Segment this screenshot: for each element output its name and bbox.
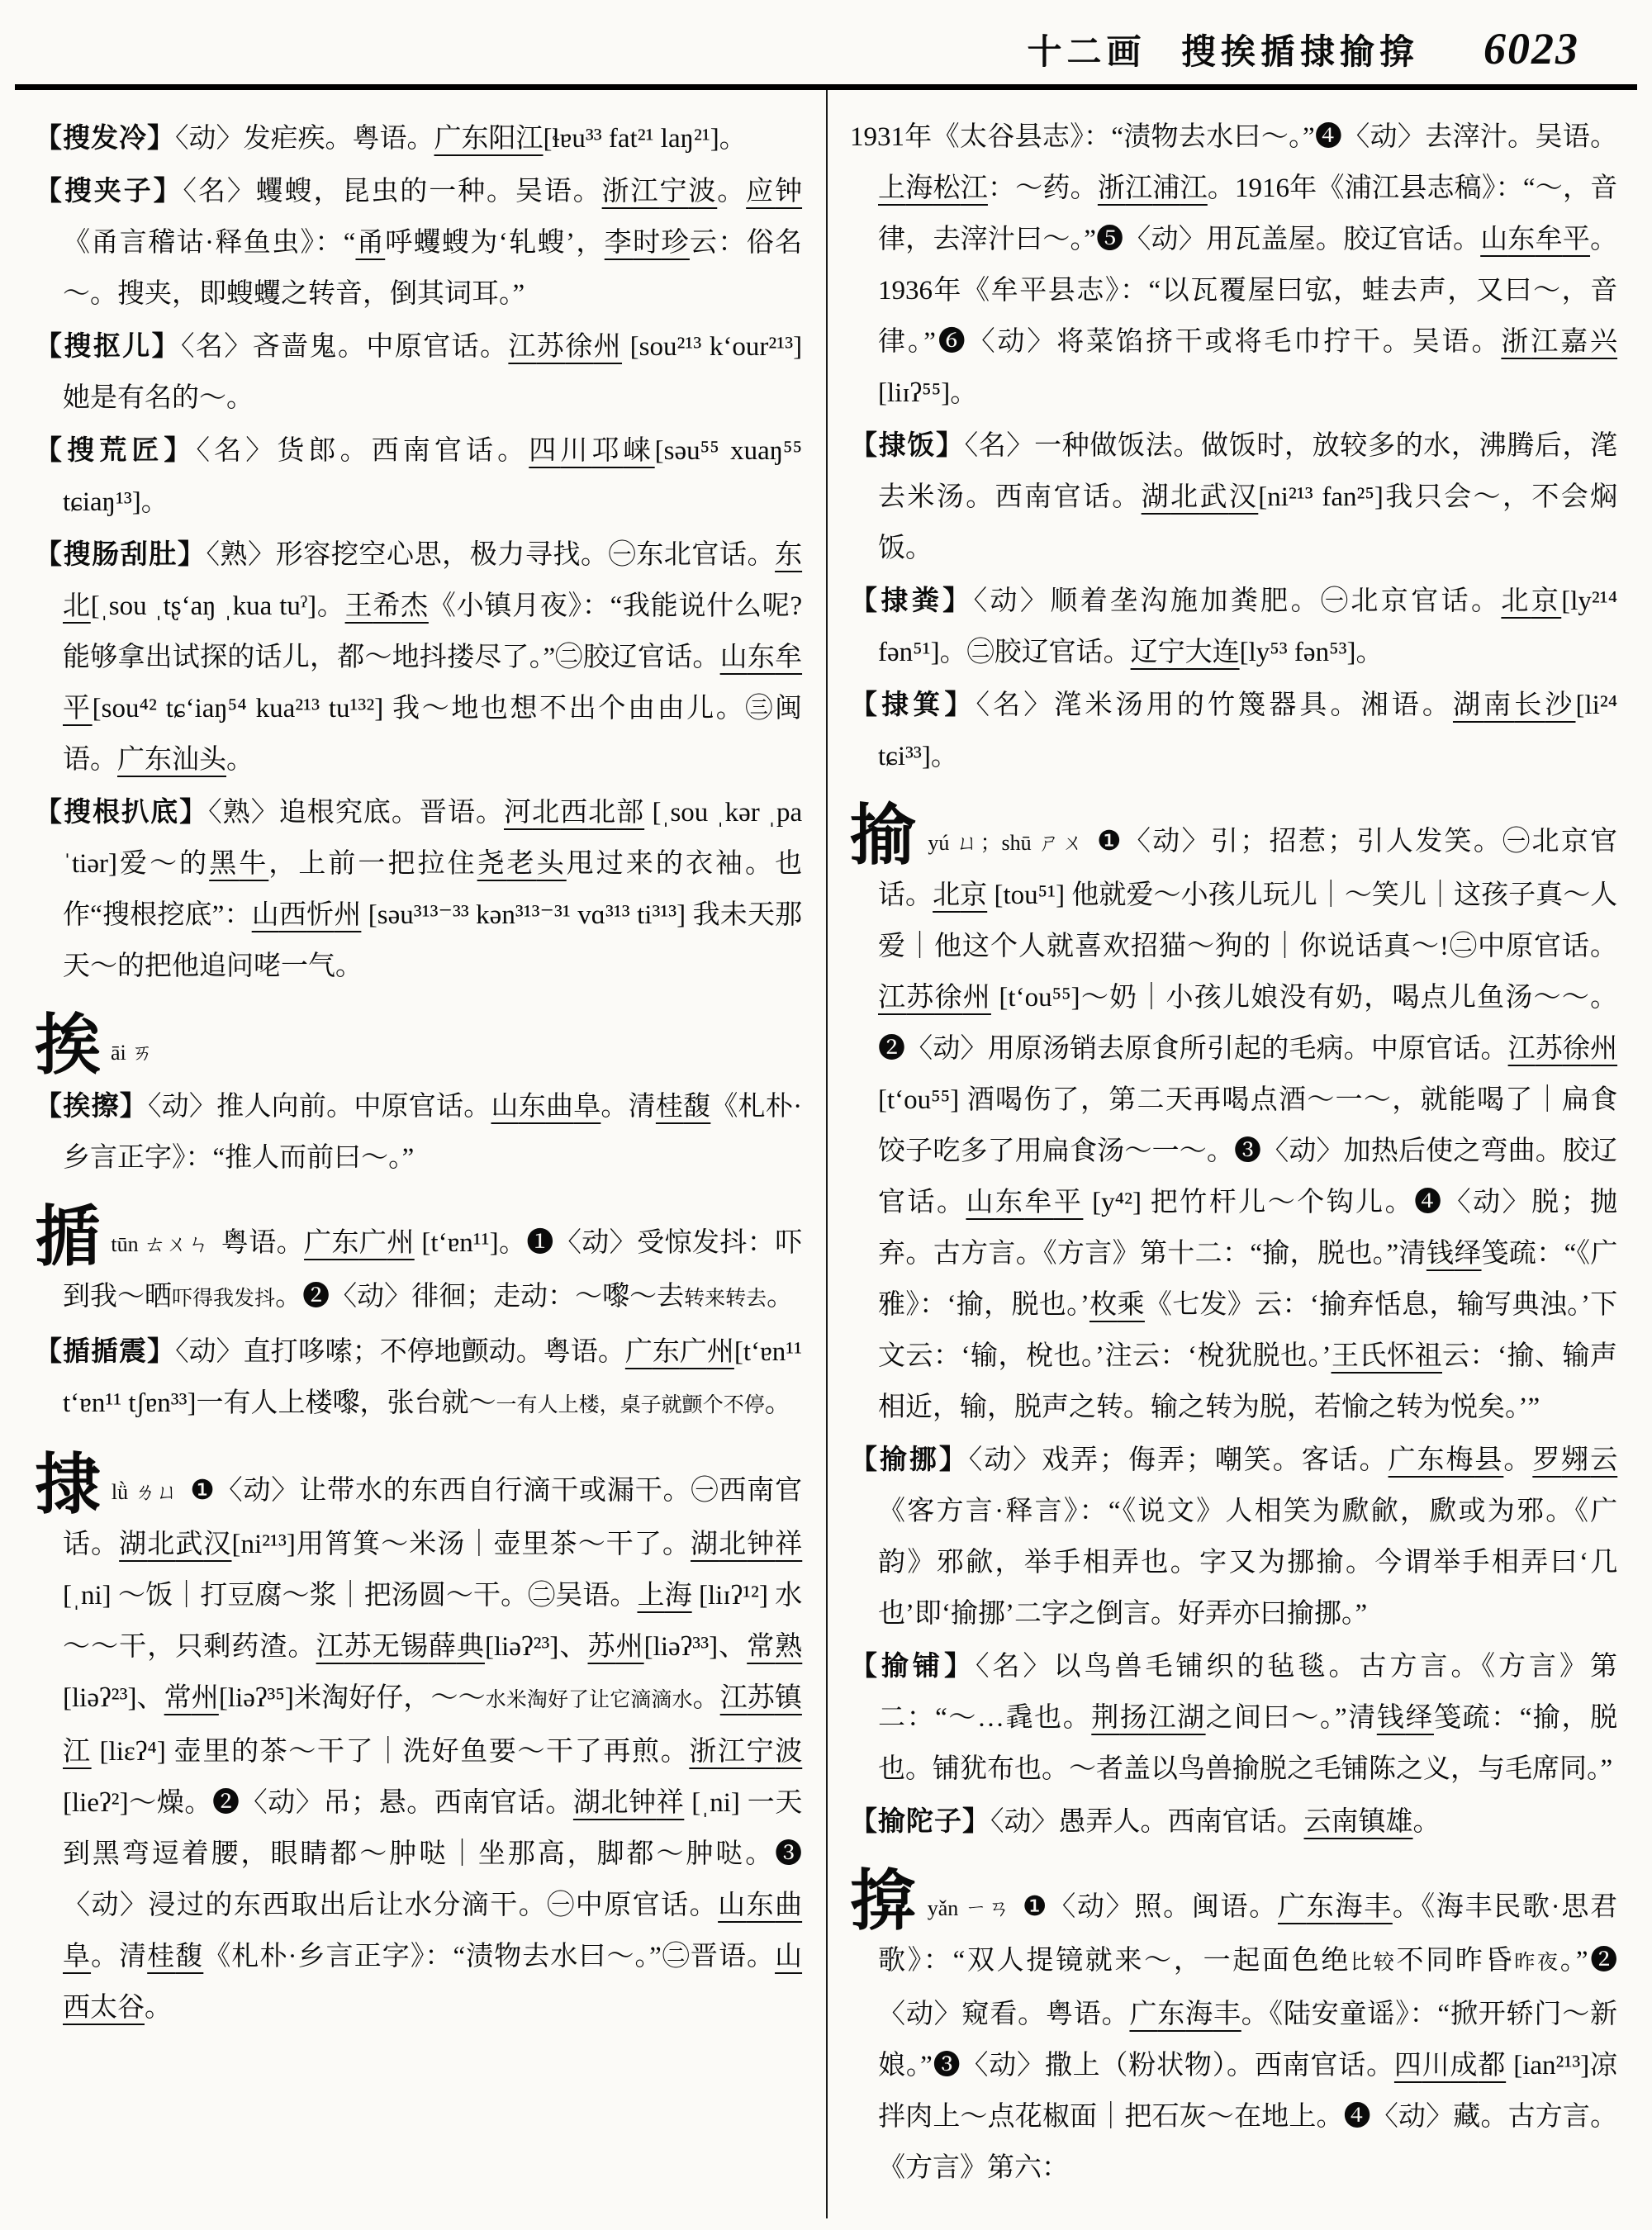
proper-noun-underlined: 广东海丰 — [1277, 1892, 1393, 1922]
proper-noun-underlined: 甬 — [355, 228, 386, 258]
proper-noun-underlined: 广东广州 — [624, 1337, 734, 1367]
entry-body: 〈动〉发疟疾。粤语。广东阳江[ɬɐu³³ fat²¹ laŋ²¹]。 — [175, 124, 747, 154]
dictionary-entry — [35, 787, 802, 992]
dictionary-entry — [850, 1435, 1617, 1639]
proper-noun-underlined: 东北 — [63, 540, 803, 621]
gloss-small-text: 比较 — [1351, 1952, 1397, 1974]
head-character-entry — [850, 1866, 1618, 2194]
headword: 【揗揗震】 — [35, 1337, 176, 1367]
proper-noun-underlined: 江苏徐州 — [1507, 1034, 1618, 1064]
entry-body: 〈动〉推人向前。中原官话。山东曲阜。清桂馥《札朴·乡言正字》：“推人而前曰～。” — [63, 1092, 803, 1173]
headword: 【搜抠儿】 — [35, 332, 182, 362]
dictionary-entry — [850, 1796, 1617, 1848]
dictionary-entry — [35, 1081, 802, 1184]
headword: 【揄挪】 — [850, 1445, 969, 1475]
proper-noun-underlined: 江苏徐州 — [878, 983, 991, 1013]
dictionary-entry — [850, 576, 1617, 678]
continuation-paragraph — [850, 112, 1617, 419]
head-character-entry — [35, 1450, 803, 2033]
column-divider — [826, 90, 828, 2218]
proper-noun-underlined: 北京 — [933, 880, 988, 910]
proper-noun-underlined: 枚乘 — [1089, 1290, 1145, 1320]
running-head — [1027, 25, 1419, 74]
head-character: 揗 — [35, 1202, 102, 1274]
proper-noun-underlined: 荆扬江湖 — [1091, 1703, 1206, 1733]
proper-noun-underlined: 山东牟平 — [1480, 225, 1591, 254]
proper-noun-underlined: 四川成都 — [1393, 2051, 1507, 2081]
proper-noun-underlined: 云南镇雄 — [1303, 1807, 1413, 1837]
proper-noun-underlined: 王氏怀祖 — [1331, 1341, 1442, 1371]
two-column-body — [0, 90, 1652, 2218]
entry-body: 〈熟〉追根究底。晋语。河北西北部 [ˌsou ˌkər ˌpa ˈtiər]爱～的黑牛，上前一把拉住尧老头甩过来的衣袖。也作“搜根挖底”：山西忻州 [səu³¹³⁻³³ kən³¹³⁻³¹ vɑ³¹³ ti³¹³] 我未天那天～的把他追问咾一气。 — [63, 798, 803, 981]
proper-noun-underlined: 山西太谷 — [63, 1942, 803, 2023]
entry-body: 〈名〉货郎。西南官话。四川邛崃[səu⁵⁵ xuaŋ⁵⁵ tɕiaŋ¹³]。 — [63, 436, 803, 517]
headword: 【捸粪】 — [850, 586, 974, 616]
proper-noun-underlined: 北京 — [1501, 586, 1562, 616]
entry-body: 〈名〉滗米汤用的竹篾器具。湘语。湖南长沙[li²⁴ tɕi³³]。 — [878, 690, 1618, 771]
headword: 【捸箕】 — [850, 690, 976, 720]
page-number: 6023 — [1483, 24, 1579, 74]
entry-body: 〈动〉戏弄；侮弄；嘲笑。客话。广东梅县。罗翙云《客方言·释言》：“《说文》人相笑为歋歈，歋或为邪。《广韵》邪歈，举手相弄也。字又为挪揄。今谓举手相弄曰‘几也’即‘揄挪’二字之倒言。好弄亦曰揄挪。” — [878, 1445, 1618, 1629]
entry-body: 〈名〉以鸟兽毛铺织的毡毯。古方言。《方言》第二：“～…毳也。荆扬江湖之间曰～。”清钱绎笺疏：“揄，脱也。铺犹布也。～者盖以鸟兽揄脱之毛铺陈之义，与毛席同。” — [878, 1652, 1618, 1784]
dictionary-entry — [35, 529, 802, 785]
entry-body: ❶〈动〉照。闽语。广东海丰。《海丰民歌·思君歌》：“双人提镜就来～，一起面色绝比较不同昨昏昨夜。”❷〈动〉窥看。粤语。广东海丰。《陆安童谣》：“掀开轿门～新娘。”❸〈动〉撒上（粉状物）。西南官话。四川成都 [ian²¹³]凉拌肉上～点花椒面｜把石灰～在地上。❹〈动〉藏。古方言。《方言》第六： — [878, 1892, 1618, 2183]
headword: 【揄铺】 — [850, 1652, 976, 1682]
proper-noun-underlined: 桂馥 — [655, 1092, 711, 1122]
proper-noun-underlined: 常州 — [164, 1683, 219, 1713]
page-header — [0, 0, 1652, 79]
headword: 【搜夹子】 — [35, 177, 183, 206]
proper-noun-underlined: 江苏徐州 — [508, 332, 623, 362]
proper-noun-underlined: 上海松江 — [878, 173, 988, 203]
left-column — [35, 112, 802, 2194]
head-character: 捸 — [35, 1450, 102, 1522]
head-character: 揄 — [850, 800, 919, 873]
proper-noun-underlined: 广东阳江 — [434, 124, 544, 154]
headword: 【搜荒匠】 — [35, 436, 197, 466]
gloss-small-text: 昨夜 — [1514, 1952, 1560, 1974]
entry-body: ❶〈动〉引；招惹；引人发笑。㊀北京官话。北京 [tou⁵¹] 他就爱～小孩儿玩儿｜～笑儿｜这孩子真～人爱｜他这个人就喜欢招猫～狗的｜你说话真～!㊁中原官话。江苏徐州 [tʻou⁵⁵]～奶｜小孩儿娘没有奶，喝点儿鱼汤～～。❷〈动〉用原汤销去原食所引起的毛病。中原官话。江苏徐州 [tʻou⁵⁵] 酒喝伤了，第二天再喝点酒～一～，就能喝了｜扁食饺子吃多了用扁食汤～一～。❸〈动〉加热后使之弯曲。胶辽官话。山东牟平 [y⁴²] 把竹杆儿～个钩儿。❹〈动〉脱；抛弃。古方言。《方言》第十二：“揄，脱也。”清钱绎笺疏：“《广雅》：‘揄，脱也。’枚乘《七发》云：‘揄弃恬息，输写典浊。’下文云：‘输，梲也。’注云：‘梲犹脱也。’王氏怀祖云：‘揄、输声相近，输，脱声之转。输之转为脱，若愉之转为悦矣。’” — [878, 827, 1618, 1422]
entry-body: 〈名〉一种做饭法。做饭时，放较多的水，沸腾后，滗去米汤。西南官话。湖北武汉[ni²¹³ fan²⁵]我只会～，不会焖饭。 — [878, 431, 1618, 563]
dictionary-entry — [35, 113, 802, 164]
proper-noun-underlined: 山西忻州 — [251, 900, 362, 930]
dictionary-entry — [35, 1326, 802, 1431]
proper-noun-underlined: 应钟 — [746, 177, 803, 206]
pronunciation-pinyin-zhuyin: yǎn ㄧㄢ — [927, 1896, 1011, 1920]
dictionary-entry — [35, 166, 802, 320]
head-character-entry — [850, 800, 1618, 1433]
dictionary-entry — [35, 321, 802, 424]
proper-noun-underlined: 江苏镇江 — [63, 1683, 802, 1767]
proper-noun-underlined: 广东海丰 — [1129, 2000, 1241, 2029]
proper-noun-underlined: 江苏无锡薛典 — [316, 1632, 485, 1662]
dictionary-entry — [850, 680, 1617, 782]
proper-noun-underlined: 上海 — [637, 1581, 692, 1611]
proper-noun-underlined: 山东牟平 — [966, 1188, 1084, 1217]
headword: 【搜肠刮肚】 — [35, 540, 206, 570]
headword: 【搜发冷】 — [35, 124, 175, 154]
proper-noun-underlined: 浙江浦江 — [1097, 173, 1208, 203]
entry-body: 〈动〉愚弄人。西南官话。云南镇雄。 — [990, 1807, 1441, 1837]
pronunciation-pinyin-zhuyin: lǜ ㄌㄩ — [111, 1480, 179, 1504]
header-rule — [15, 84, 1637, 90]
proper-noun-underlined: 常熟 — [747, 1632, 803, 1662]
pronunciation-pinyin-zhuyin: yú ㄩ；shū ㄕㄨ — [928, 831, 1086, 855]
head-character-list: 搜挨揗捸揄揜 — [1180, 34, 1419, 72]
stroke-count-section: 十二画 — [1027, 34, 1146, 72]
pronunciation-pinyin-zhuyin: tūn ㄊㄨㄣ — [111, 1232, 210, 1256]
proper-noun-underlined: 山东牟平 — [63, 643, 803, 724]
head-character: 挨 — [35, 1010, 101, 1083]
entry-body: 〈动〉顺着垄沟施加粪肥。㊀北京官话。北京[ly²¹⁴ fən⁵¹]。㊁胶辽官话。辽宁大连[ly⁵³ fən⁵³]。 — [878, 586, 1618, 667]
proper-noun-underlined: 钱绎 — [1376, 1703, 1434, 1733]
proper-noun-underlined: 河北西北部 — [504, 798, 645, 828]
entry-body: 〈名〉吝啬鬼。中原官话。江苏徐州 [sou²¹³ kʻour²¹³]她是有名的～。 — [63, 332, 803, 413]
pronunciation-pinyin-zhuyin: āi ㄞ — [111, 1041, 154, 1065]
proper-noun-underlined: 罗翙云 — [1532, 1445, 1618, 1475]
proper-noun-underlined: 尧老头 — [477, 849, 567, 879]
head-character-entry — [35, 1202, 803, 1325]
proper-noun-underlined: 山东曲阜 — [63, 1891, 803, 1971]
gloss-small-text: 一有人上楼，桌子就颤个不停 — [496, 1394, 765, 1416]
gloss-small-text: 转来转去 — [684, 1288, 767, 1310]
headword: 【搜根扒底】 — [35, 798, 209, 828]
proper-noun-underlined: 钱绎 — [1426, 1239, 1482, 1269]
proper-noun-underlined: 黑牛 — [209, 849, 269, 879]
dictionary-entry — [35, 425, 802, 528]
proper-noun-underlined: 湖北钟祥 — [572, 1788, 685, 1818]
headword: 【捸饭】 — [850, 431, 965, 461]
right-column — [850, 112, 1617, 2194]
proper-noun-underlined: 李时珍 — [604, 228, 690, 258]
entry-body: 粤语。广东广州 [tʻɐn¹¹]。❶〈动〉受惊发抖：吓到我～晒吓得我发抖。❷〈动〉徘徊；走动：～嚟～去转来转去。 — [63, 1228, 803, 1312]
proper-noun-underlined: 浙江宁波 — [601, 177, 718, 206]
dictionary-entry — [850, 1641, 1617, 1795]
proper-noun-underlined: 辽宁大连 — [1130, 638, 1240, 667]
proper-noun-underlined: 四川邛崃 — [529, 436, 655, 466]
head-character: 揜 — [850, 1866, 918, 1938]
headword: 【挨擦】 — [35, 1092, 148, 1122]
proper-noun-underlined: 王希杰 — [344, 591, 429, 621]
entry-body: 1931年《太谷县志》：“渍物去水曰～。”❹〈动〉去滓汁。吴语。上海松江：～药。浙江浦江。1916年《浦江县志稿》：“～，音律，去滓汁曰～。”❺〈动〉用瓦盖屋。胶辽官话。山东牟平。1936年《牟平县志》：“以瓦覆屋曰宖，蛙去声，又曰～，音律。”❻〈动〉将菜馅挤干或将毛巾拧干。吴语。浙江嘉兴 [liɪʔ⁵⁵]。 — [850, 122, 1618, 408]
proper-noun-underlined: 广东梅县 — [1388, 1445, 1504, 1475]
proper-noun-underlined: 湖北武汉 — [1141, 482, 1259, 512]
proper-noun-underlined: 浙江嘉兴 — [1501, 327, 1618, 357]
gloss-small-text: 水米淘好了让它滴滴水 — [485, 1689, 693, 1711]
proper-noun-underlined: 湖北钟祥 — [691, 1530, 803, 1559]
proper-noun-underlined: 浙江宁波 — [689, 1737, 803, 1767]
head-character-entry — [35, 1010, 802, 1083]
gloss-small-text: 吓得我发抖 — [172, 1288, 276, 1310]
headword: 【揄陀子】 — [850, 1807, 990, 1837]
proper-noun-underlined: 苏州 — [587, 1632, 644, 1662]
proper-noun-underlined: 广东汕头 — [117, 745, 226, 775]
proper-noun-underlined: 湖北武汉 — [119, 1530, 232, 1559]
proper-noun-underlined: 湖南长沙 — [1452, 690, 1576, 720]
entry-body: 〈动〉直打哆嗦；不停地颤动。粤语。广东广州[tʻɐn¹¹ tʻɐn¹¹ tʃɐn³³]一有人上楼嚟，张台就～一有人上楼，桌子就颤个不停。 — [63, 1337, 803, 1418]
entry-body: 〈熟〉形容挖空心思，极力寻找。㊀东北官话。东北[ˌsou ˌtʂʻaŋ ˌkua tuˀ]。王希杰《小镇月夜》：“我能说什么呢?能够拿出试探的话儿，都～地抖搂尽了。”㊁胶辽官话。山东牟平[sou⁴² tɕʻiaŋ⁵⁴ kua²¹³ tu¹³²] 我～地也想不出个由由儿。㊂闽语。广东汕头。 — [63, 540, 803, 775]
proper-noun-underlined: 广东广州 — [304, 1228, 415, 1258]
proper-noun-underlined: 桂馥 — [147, 1942, 204, 1971]
proper-noun-underlined: 山东曲阜 — [491, 1092, 601, 1122]
dictionary-entry — [850, 420, 1617, 574]
entry-body: ❶〈动〉让带水的东西自行滴干或漏干。㊀西南官话。湖北武汉[ni²¹³]用筲箕～米汤｜壶里茶～干了。湖北钟祥 [ˌni] ～饭｜打豆腐～浆｜把汤圆～干。㊁吴语。上海 [liɪʔ¹²] 水～～干，只剩药渣。江苏无锡薛典[liəʔ²³]、苏州[liəʔ³³]、常熟 [liəʔ²³]、常州[liəʔ³⁵]米淘好仔，～～水米淘好了让它滴滴水。江苏镇江 [liɛʔ⁴] 壶里的茶～干了｜洗好鱼要～干了再煎。浙江宁波 [lieʔ²]～燥。❷〈动〉吊；悬。西南官话。湖北钟祥 [ˌni] 一天到黑弯逗着腰，眼睛都～肿哒｜坐那高，脚都～肿哒。❸〈动〉浸过的东西取出后让水分滴干。㊀中原官话。山东曲阜。清桂馥《札朴·乡言正字》：“渍物去水曰～。”㊁晋语。山西太谷。 — [63, 1476, 803, 2023]
entry-body: 〈名〉蠼螋，昆虫的一种。吴语。浙江宁波。应钟《甬言稽诂·释鱼虫》：“甬呼蠼螋为‘轧螋’，李时珍云：俗名～。搜夹，即螋蠼之转音，倒其词耳。” — [63, 177, 803, 309]
